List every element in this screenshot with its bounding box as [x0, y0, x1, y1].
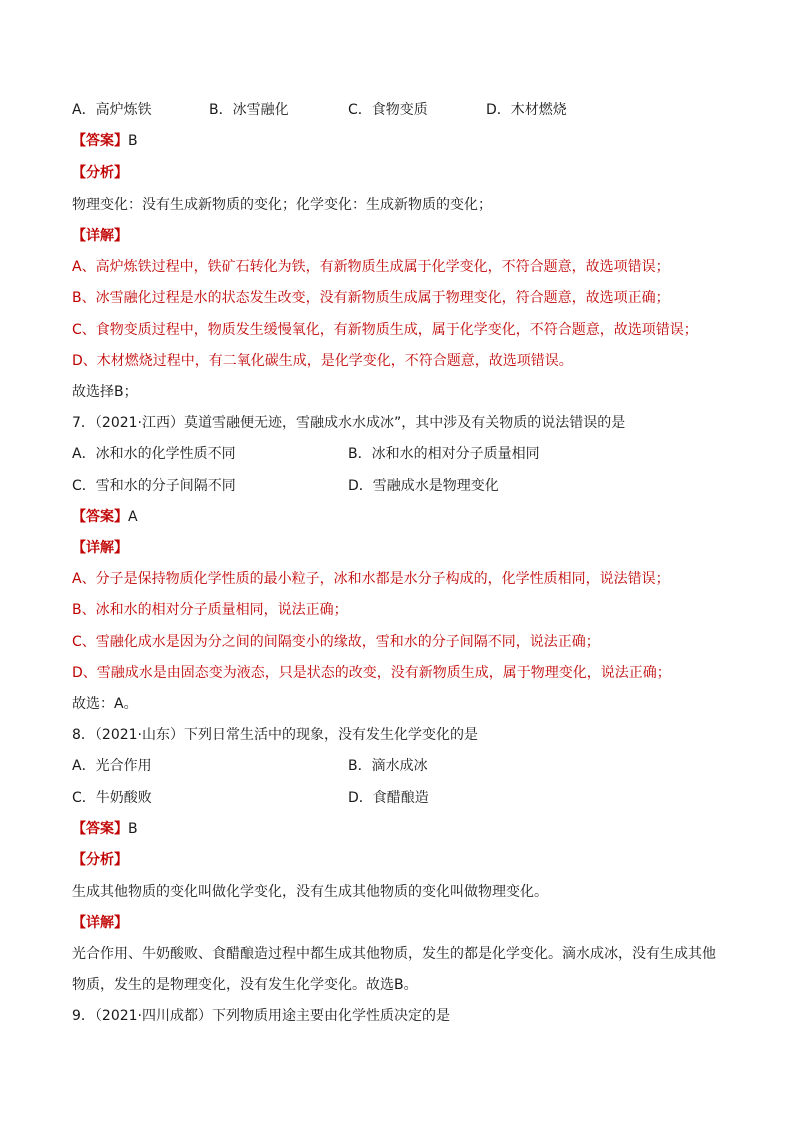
q8-question: 8．（2021·山东）下列日常生活中的现象，没有发生化学变化的是 [72, 727, 478, 743]
q7-option-c: C．雪和水的分子间隔不同 [72, 478, 236, 494]
detail-line-a: A、高炉炼铁过程中，铁矿石转化为铁，有新物质生成属于化学变化，不符合题意，故选项错误； [72, 259, 670, 275]
analysis-text: 物理变化：没有生成新物质的变化；化学变化：生成新物质的变化； [72, 197, 492, 213]
q7-option-b: B．冰和水的相对分子质量相同 [348, 446, 540, 462]
q6-answer-row [72, 131, 138, 151]
q8-option-d: D．食醋酿造 [348, 790, 429, 806]
detail-line-c: C、食物变质过程中，物质发生缓慢氧化，有新物质生成，属于化学变化，不符合题意，故选项错误； [72, 322, 698, 338]
q9-question: 9．（2021·四川成都）下列物质用途主要由化学性质决定的是 [72, 1008, 450, 1024]
q8-answer-row [72, 819, 138, 839]
q8-option-b: B．滴水成冰 [348, 758, 428, 774]
q7-question: 7．（2021·江西）莫道雪融便无迹，雪融成水水成冰”，其中涉及有关物质的说法错误的是 [72, 415, 626, 431]
detail-text-line-2: 物质，发生的是物理变化，没有发生化学变化。故选B。 [72, 977, 418, 993]
detail-label: 【详解】 [72, 540, 128, 556]
q7-option-a: A．冰和水的化学性质不同 [72, 446, 236, 462]
answer-value: B [128, 133, 138, 149]
q6-option-a: A．高炉炼铁 [72, 102, 152, 118]
detail-line-d: D、木材燃烧过程中，有二氧化碳生成，是化学变化，不符合题意，故选项错误。 [72, 353, 573, 369]
analysis-label: 【分析】 [72, 852, 128, 868]
q8-option-a: A．光合作用 [72, 758, 152, 774]
detail-line-b: B、冰雪融化过程是水的状态发生改变，没有新物质生成属于物理变化，符合题意，故选项正确； [72, 290, 670, 306]
detail-line-d: D、雪融成水是由固态变为液态，只是状态的改变，没有新物质生成，属于物理变化，说法正确； [72, 665, 671, 681]
detail-label: 【详解】 [72, 228, 128, 244]
answer-label: 【答案】 [72, 133, 128, 149]
answer-label: 【答案】 [72, 509, 128, 525]
conclusion: 故选择B； [72, 384, 138, 400]
detail-line-c: C、雪融化成水是因为分之间的间隔变小的缘故，雪和水的分子间隔不同，说法正确； [72, 634, 600, 650]
q6-option-d: D．木材燃烧 [486, 102, 567, 118]
detail-line-b: B、冰和水的相对分子质量相同，说法正确； [72, 602, 348, 618]
analysis-text: 生成其他物质的变化叫做化学变化，没有生成其他物质的变化叫做物理变化。 [72, 884, 548, 900]
q7-option-d: D．雪融成水是物理变化 [348, 478, 499, 494]
detail-label: 【详解】 [72, 915, 128, 931]
conclusion: 故选：A。 [72, 696, 138, 712]
answer-value: A [128, 509, 138, 525]
detail-text-line-1: 光合作用、牛奶酸败、食醋酿造过程中都生成其他物质，发生的都是化学变化。滴水成冰，没有生成其他 [72, 946, 716, 962]
answer-value: B [128, 821, 138, 837]
answer-label: 【答案】 [72, 821, 128, 837]
q6-option-c: C．食物变质 [348, 102, 428, 118]
q8-option-c: C．牛奶酸败 [72, 790, 152, 806]
q6-option-b: B．冰雪融化 [209, 102, 289, 118]
q7-answer-row [72, 507, 138, 527]
detail-line-a: A、分子是保持物质化学性质的最小粒子，冰和水都是水分子构成的，化学性质相同，说法错误； [72, 571, 670, 587]
analysis-label: 【分析】 [72, 165, 128, 181]
